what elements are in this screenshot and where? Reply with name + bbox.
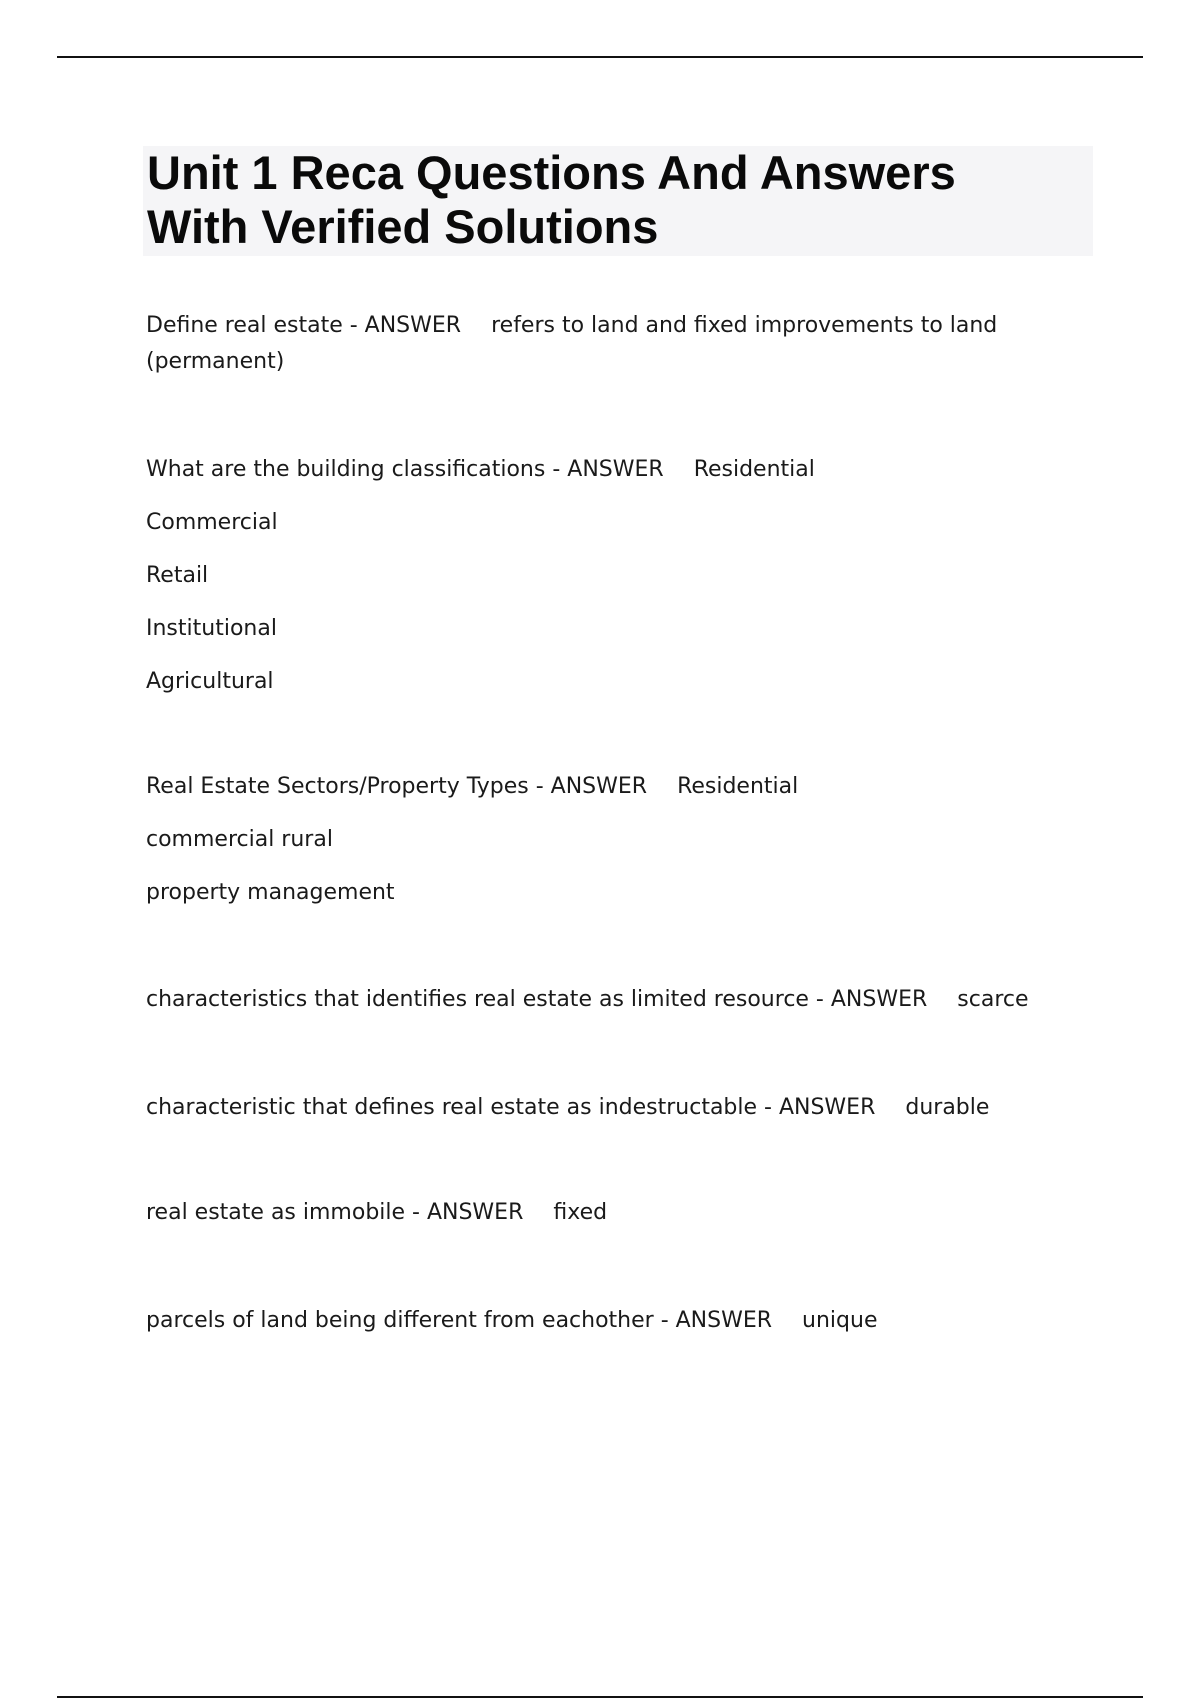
qa-item <box>146 452 815 700</box>
document-title-line-2: With Verified Solutions <box>147 200 659 253</box>
answer-text: fixed <box>553 1200 608 1225</box>
question-text: characteristics that identifies real estate as limited resource - ANSWER <box>146 987 928 1012</box>
answer-list-item: Commercial <box>146 510 278 535</box>
answer-list-item: Agricultural <box>146 669 274 694</box>
answer-list-item: Institutional <box>146 616 277 641</box>
qa-item <box>146 982 1029 1018</box>
qa-item <box>146 308 997 380</box>
answer-text: refers to land and fixed improvements to land <box>491 313 998 338</box>
question-text: parcels of land being different from eachother - ANSWER <box>146 1308 773 1333</box>
footer-rule <box>57 1696 1143 1698</box>
question-text: characteristic that defines real estate as indestructable - ANSWER <box>146 1095 876 1120</box>
answer-text: unique <box>802 1308 878 1333</box>
answer-text: Residential <box>677 774 799 799</box>
question-text: What are the building classifications - ANSWER <box>146 457 664 482</box>
answer-list-item: Retail <box>146 563 209 588</box>
answer-text: durable <box>905 1095 990 1120</box>
qa-item <box>146 1090 989 1126</box>
answer-list-item: property management <box>146 880 395 905</box>
question-text: Define real estate - ANSWER <box>146 313 462 338</box>
qa-item <box>146 1195 607 1231</box>
answer-list-item: commercial rural <box>146 827 333 852</box>
question-text: real estate as immobile - ANSWER <box>146 1200 524 1225</box>
answer-continuation: (permanent) <box>146 349 285 374</box>
document-title-line-1: Unit 1 Reca Questions And Answers <box>147 146 956 199</box>
answer-text: Residential <box>693 457 815 482</box>
question-text: Real Estate Sectors/Property Types - ANSWER <box>146 774 648 799</box>
header-rule <box>57 56 1143 58</box>
answer-text: scarce <box>957 987 1029 1012</box>
qa-item <box>146 1303 878 1339</box>
document-title <box>143 146 1093 256</box>
qa-item <box>146 769 798 911</box>
